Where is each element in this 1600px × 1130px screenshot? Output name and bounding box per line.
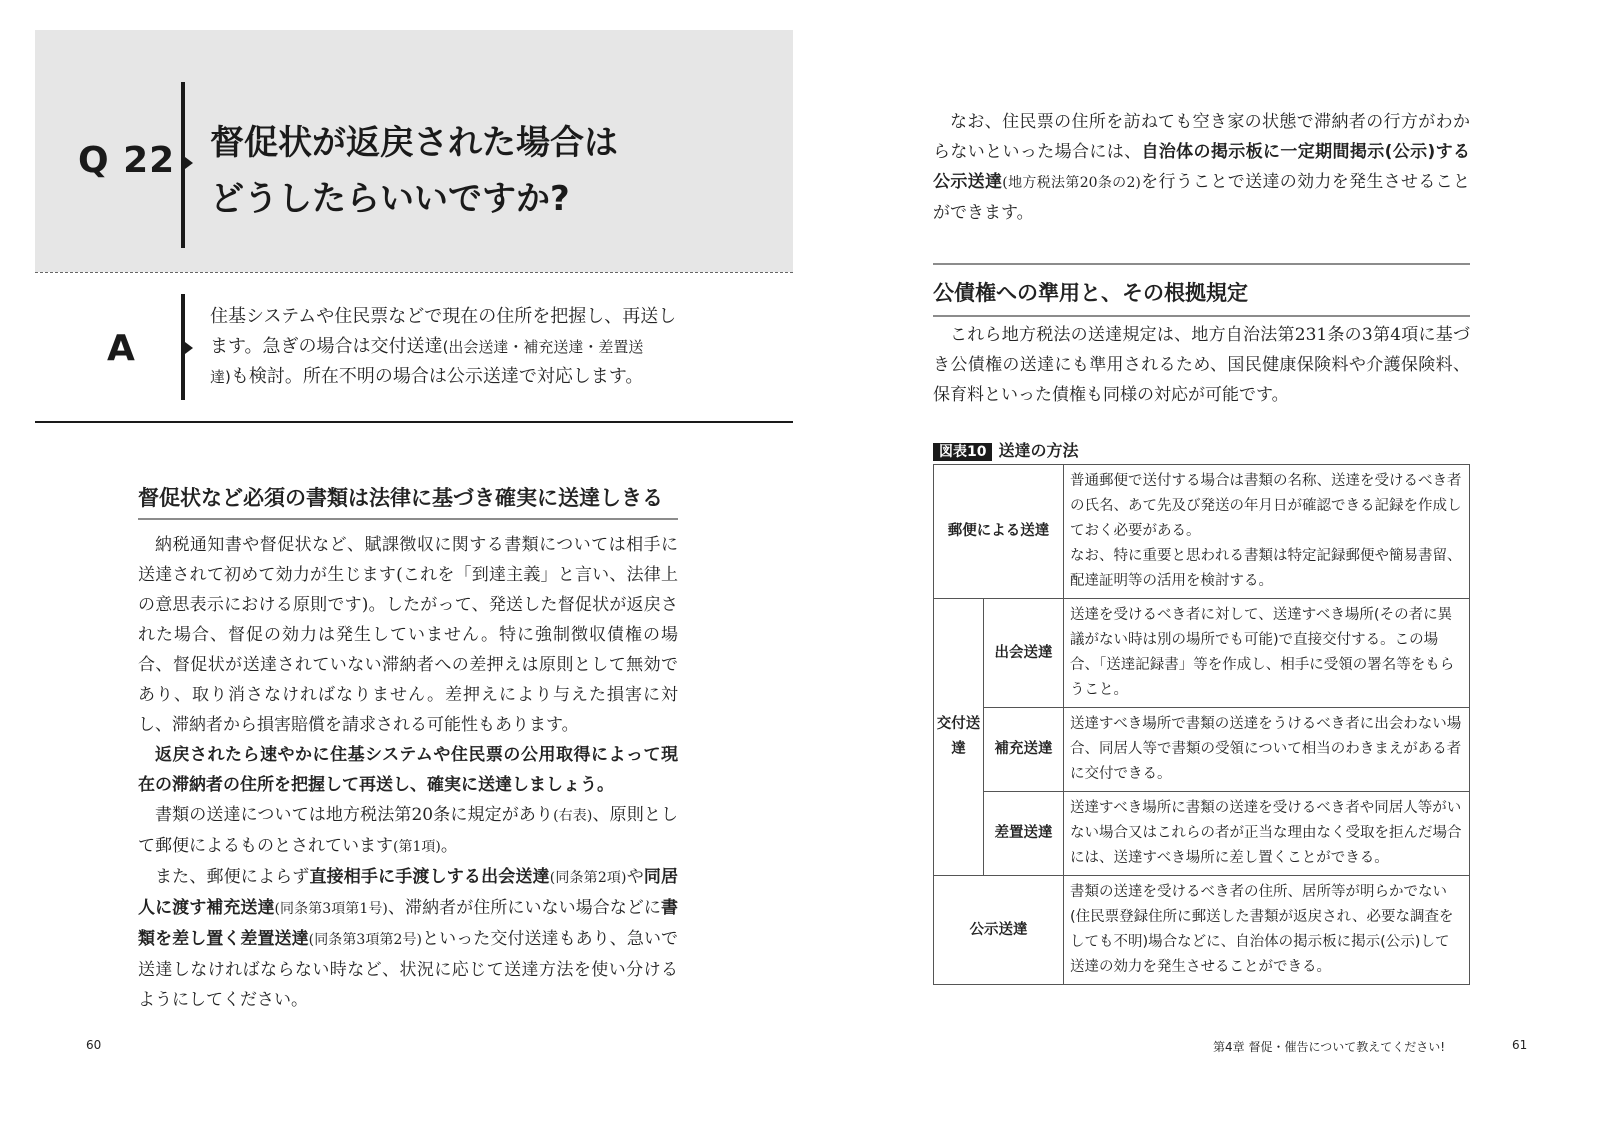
- table-row: [934, 792, 1470, 876]
- answer-label: A: [107, 328, 135, 369]
- section-heading-left: 督促状など必須の書類は法律に基づき確実に送達しきる: [138, 482, 678, 520]
- figure-number: 図表10: [933, 443, 992, 461]
- question-title-line2: どうしたらいいですか?: [210, 179, 570, 219]
- row-head-postal: 郵便による送達: [934, 465, 1064, 599]
- answer-line3: [210, 362, 680, 392]
- paragraph-4: また、郵便によらず直接相手に手渡しする出会送達(同条第2項)や同居人に渡す補充送達(同条第3項第1号)、滞納者が住所にいない場合などに書類を差し置く差置送達(同条第3項第2号)といった交付送達もあり、急いで送達しなければならない時など、状況に応じて送達方法を使い分けるようにしてください。: [138, 867, 679, 1010]
- answer-line1: 住基システムや住民票などで現在の住所を把握し、再送し: [210, 306, 677, 327]
- table-row: [934, 599, 1470, 708]
- section-heading-right: 公債権への準用と、その根拠規定: [933, 263, 1470, 317]
- body-right-top: なお、住民票の住所を訪ねても空き家の状態で滞納者の行方がわからないといった場合には、自治体の掲示板に一定期間掲示(公示)する公示送達(地方税法第20条の2)を行うことで送達の効力を発生させることができます。: [933, 112, 1471, 223]
- answer-line2a: ます。急ぎの場合は交付送達: [210, 336, 443, 357]
- page-number-left: 60: [86, 1038, 102, 1052]
- row-head-supplementary: 補充送達: [984, 708, 1064, 792]
- answer-text: [210, 302, 680, 392]
- body-right-middle: これら地方税法の送達規定は、地方自治法第231条の3第4項に基づき公債権の送達にも準用されるため、国民健康保険料や介護保険料、保育料といった債権も同様の対応が可能です。: [933, 325, 1470, 405]
- paragraph-2: 返戻されたら速やかに住基システムや住民票の公用取得によって現在の滞納者の住所を把握して再送し、確実に送達しましょう。: [138, 745, 678, 795]
- paragraph-1: 納税通知書や督促状など、賦課徴収に関する書類については相手に送達されて初めて効力が生じます(これを「到達主義」と言い、法律上の意思表示における原則です)。したがって、発送した督促状が返戻された場合、督促の効力は発生していません。特に強制徴収債権の場合、督促状が送達されていない滞納者への差押えは原則として無効であり、取り消さなければなりません。差押えにより与えた損害に対し、滞納者から損害賠償を請求される可能性もあります。: [138, 535, 678, 735]
- row-text-public: 書類の送達を受けるべき者の住所、居所等が明らかでない(住民票登録住所に郵送した書類が返戻され、必要な調査をしても不明)場合などに、自治体の掲示板に掲示(公示)して送達の効力を発生させることができる。: [1064, 876, 1470, 985]
- figure-caption: [933, 438, 1079, 461]
- row-text-leave: 送達すべき場所に書類の送達を受けるべき者や同居人等がいない場合又はこれらの者が正当な理由なく受取を拒んだ場合には、送達すべき場所に差し置くことができる。: [1064, 792, 1470, 876]
- answer-line2: [210, 332, 680, 362]
- row-text-supplementary: 送達すべき場所で書類の送達をうけるべき者に出会わない場合、同居人等で書類の受領について相当のわきまえがある者に交付できる。: [1064, 708, 1470, 792]
- answer-line3b: も検討。所在不明の場合は公示送達で対応します。: [230, 366, 644, 387]
- paragraph-3: 書類の送達については地方税法第20条に規定があり(右表)、原則として郵便によるものとされています(第1項)。: [138, 805, 678, 856]
- table-row: [934, 708, 1470, 792]
- row-text-direct: 送達を受けるべき者に対して、送達すべき場所(その者に異議がない時は別の場所でも可能)で直接交付する。この場合、「送達記録書」等を作成し、相手に受領の署名等をもらうこと。: [1064, 599, 1470, 708]
- answer-divider: [35, 421, 793, 423]
- table-row: [934, 465, 1470, 599]
- delivery-methods-table: [933, 464, 1470, 985]
- page-number-right: 61: [1512, 1038, 1528, 1052]
- question-title-line1: 督促状が返戻された場合は: [210, 123, 618, 163]
- row-head-direct: 出会送達: [984, 599, 1064, 708]
- answer-arrow-icon: [185, 342, 193, 354]
- question-title: [210, 115, 618, 227]
- chapter-footer: 第4章 督促・催告について教えてください!: [1213, 1040, 1446, 1054]
- answer-line3a: 達): [210, 368, 231, 386]
- row-head-delivery-group: 交付送達: [934, 599, 984, 876]
- row-text-postal: 普通郵便で送付する場合は書類の名称、送達を受けるべき者の氏名、あて先及び発送の年月日が確認できる記録を作成しておく必要がある。 なお、特に重要と思われる書類は特定記録郵便や簡易書留、配達証明等の活用を検討する。: [1064, 465, 1470, 599]
- row-head-public: 公示送達: [934, 876, 1064, 985]
- table-row: [934, 876, 1470, 985]
- question-arrow-icon: [185, 157, 193, 169]
- row-head-leave: 差置送達: [984, 792, 1064, 876]
- dotted-divider: [35, 272, 793, 273]
- body-left: [138, 530, 678, 1015]
- question-label: Q 22: [78, 140, 176, 181]
- answer-line2b: (出会送達・補充送達・差置送: [442, 338, 644, 356]
- figure-title: 送達の方法: [998, 441, 1079, 460]
